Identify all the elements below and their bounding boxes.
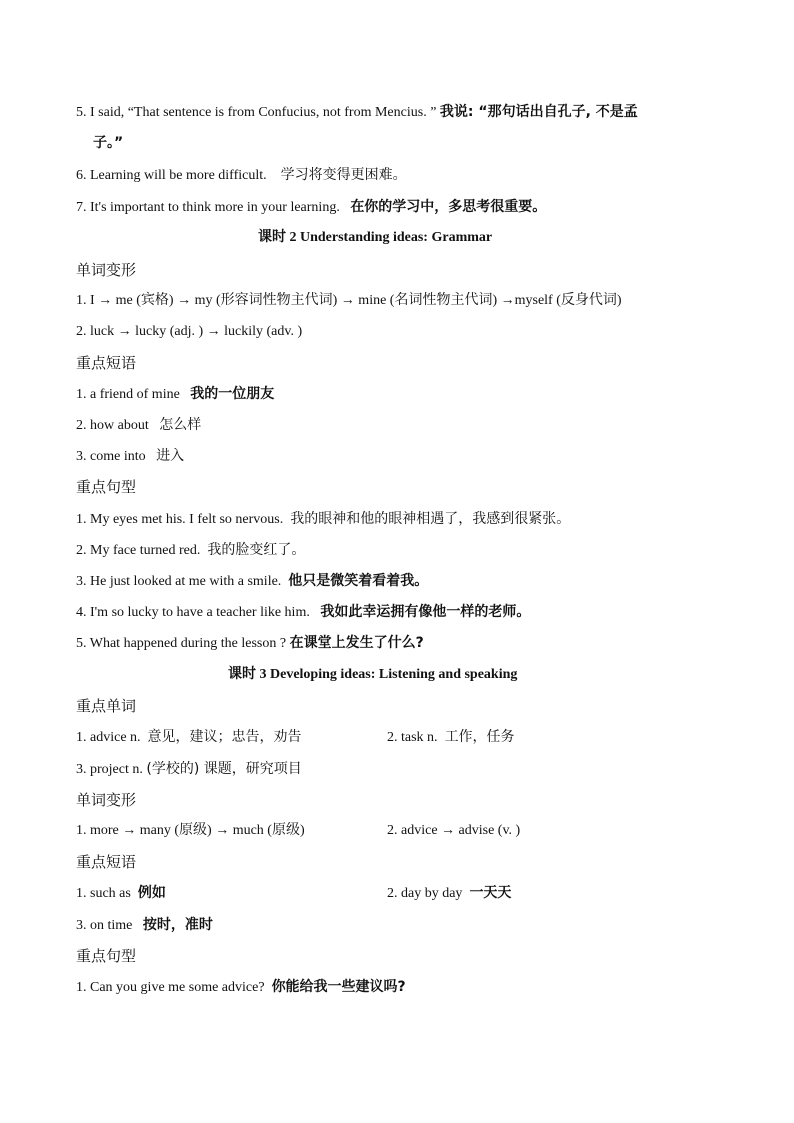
lesson-2-word-form-1: 1. I → me (宾格) → my (形容词性物主代词) → mine (名词性物主代词) →myself (反身代词) xyxy=(76,293,622,308)
lesson-3-phrase-1: 1. such as 例如 xyxy=(76,885,166,901)
lesson-3-word-3: 3. project n. (学校的) 课题，研究项目 xyxy=(76,761,302,777)
lesson-2-sentence-2: 2. My face turned red. 我的脸变红了。 xyxy=(76,542,306,558)
sentence-5-continuation: 子。” xyxy=(93,135,124,151)
lesson-2-word-form-2: 2. luck → lucky (adj. ) → luckily (adv. ) xyxy=(76,324,303,339)
lesson-3-phrases-heading: 重点短语 xyxy=(76,853,137,871)
lesson-2-phrase-3: 3. come into 进入 xyxy=(76,448,185,464)
lesson-3-phrase-3: 3. on time 按时，准时 xyxy=(76,917,213,933)
lesson-2-phrase-2: 2. how about 怎么样 xyxy=(76,417,202,433)
lesson-3-word-form-1: 1. more → many (原级) → much (原级) xyxy=(76,823,305,838)
lesson-2-title: 课时 2 Understanding ideas: Grammar xyxy=(258,230,493,245)
lesson-3-word-1: 1. advice n. 意见，建议；忠告，劝告 xyxy=(76,729,302,745)
sentence-5: 5. I said, “That sentence is from Confucius, not from Mencius. ” 我说: “那句话出自孔子, 不是孟 xyxy=(76,104,638,120)
lesson-3-word-form-2: 2. advice → advise (v. ) xyxy=(387,823,521,838)
lesson-2-word-forms-heading: 单词变形 xyxy=(76,261,137,279)
lesson-3-word-2: 2. task n. 工作，任务 xyxy=(387,729,515,745)
sentence-7: 7. It's important to think more in your learning. 在你的学习中，多思考很重要。 xyxy=(76,199,547,215)
lesson-2-sentence-4: 4. I'm so lucky to have a teacher like him. 我如此幸运拥有像他一样的老师。 xyxy=(76,604,531,620)
lesson-2-sentence-1: 1. My eyes met his. I felt so nervous. 我的眼神和他的眼神相遇了，我感到很紧张。 xyxy=(76,511,571,527)
lesson-3-title: 课时 3 Developing ideas: Listening and speaking xyxy=(228,667,518,682)
lesson-2-sentences-heading: 重点句型 xyxy=(76,478,137,496)
lesson-2-phrases-heading: 重点短语 xyxy=(76,354,137,372)
lesson-3-sentence-1: 1. Can you give me some advice? 你能给我一些建议吗? xyxy=(76,979,406,995)
lesson-3-words-heading: 重点单词 xyxy=(76,697,137,715)
lesson-2-phrase-1: 1. a friend of mine 我的一位朋友 xyxy=(76,386,275,402)
lesson-3-phrase-2: 2. day by day 一天天 xyxy=(387,885,512,901)
lesson-3-word-forms-heading: 单词变形 xyxy=(76,791,137,809)
lesson-2-sentence-3: 3. He just looked at me with a smile. 他只是微笑着看着我。 xyxy=(76,573,429,589)
lesson-3-sentences-heading: 重点句型 xyxy=(76,947,137,965)
sentence-6: 6. Learning will be more difficult. 学习将变得更困难。 xyxy=(76,167,407,183)
lesson-2-sentence-5: 5. What happened during the lesson ? 在课堂上发生了什么? xyxy=(76,635,424,651)
